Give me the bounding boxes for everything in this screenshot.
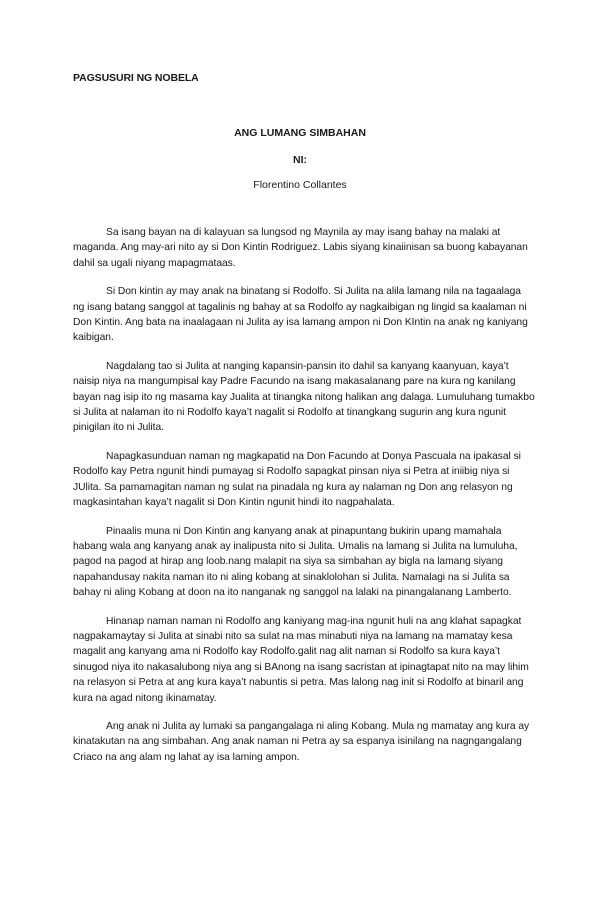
paragraph: Hinanap naman naman ni Rodolfo ang kaniyang mag-ina ngunit huli na ang klahat sapagkat nagpakamaytay si Julita at sinabi nito sa sulat na mas minabuti niya na lamang na mamatay kesa magalit ang kanyang ama ni Rodolfo kay Rodolfo.galit nag alit naman si Rodolfo sa kura kaya’t sinugod niya ito nakasalubong niya ang si BAnong na isang sacristan at ipinagtapat nito na may lihim na relasyon si Petra at ang kura kaya’t nabuntis si petra. Mas lalong nag init si Rodolfo at binaril ang kura na agad nitong ikinamatay. bbox=[73, 615, 529, 704]
section-label: PAGSUSURI NG NOBELA bbox=[73, 72, 199, 84]
paragraph: Nagdalang tao si Julita at nanging kapansin-pansin ito dahil sa kanyang kaanyuan, kaya’t naisip niya na mangumpisal kay Padre Facundo na isang makasalanang pare na kura ng kanilang bayan nag isip ito ng masama kay Jualita at tinangka nitong halikan ang dalaga. Lumuluhang tumakbo si Julita at nalaman ito ni Rodolfo kaya’t nagalit si Rodolfo at tinangkang sugurin ang kura ngunit pinigilan ito ni Julita. bbox=[73, 360, 535, 434]
paragraph: Ang anak ni Julita ay lumaki sa pangangalaga ni aling Kobang. Mula ng mamatay ang kura ay kinatakutan na ang simbahan. Ang anak naman ni Petra ay sa espanya isinilang na nagngangalang Criaco na ang alam ng lahat ay isa laming ampon. bbox=[73, 720, 530, 763]
paragraph: Sa isang bayan na di kalayuan sa lungsod ng Maynila ay may isang bahay na malaki at maganda. Ang may-ari nito ay si Don Kintin Rodriguez. Labis siyang kinaiinisan sa buong kabayanan dahil sa ugali niyang mapagmataas. bbox=[73, 227, 528, 269]
document-title: ANG LUMANG SIMBAHAN bbox=[234, 127, 366, 139]
body-text bbox=[73, 225, 535, 778]
byline-label: NI: bbox=[293, 154, 307, 166]
paragraph: Napagkasunduan naman ng magkapatid na Don Facundo at Donya Pascuala na ipakasal si Rodolfo kay Petra ngunit hindi pumayag si Rodolfo sapagkat pinsan niya si Petra at iniibig niya si JUlita. Sa pamamagitan naman ng sulat na pinadala ng kura ay nalaman ng Don ang relasyon ng magkasintahan kaya’t nagalit si Don Kintin ngunit hindi ito nagpahalata. bbox=[73, 450, 521, 509]
paragraph: Si Don kintin ay may anak na binatang si Rodolfo. Si Julita na alila lamang nila na tagaalaga ng isang batang sanggol at tagalinis ng bahay at sa Rodolfo ay nagkaibigan ng lingid sa kaalaman ni Don Kintin. Ang bata na inaalagaan ni Julita ay isa lamang ampon ni Don KIntin na anak ng kaniyang kaibigan. bbox=[73, 286, 528, 344]
paragraph: Pinaalis muna ni Don Kintin ang kanyang anak at pinapuntang bukirin upang mamahala habang wala ang kanyang anak ay inalipusta nito si Julita. Umalis na lamang si Julita na lumuluha, pagod na pagod at hirap ang loob.nang malapit na siya sa simbahan ay bigla na lamang siyang napahandusay nakita naman ito ni aling kobang at sinaklolohan si Julita. Namalagi na si Julita sa bahay ni aling Kobang at doon na ito nanganak ng sanggol na lalaki na pinangalanang Lamberto. bbox=[73, 525, 518, 599]
author-name: Florentino Collantes bbox=[253, 179, 347, 191]
